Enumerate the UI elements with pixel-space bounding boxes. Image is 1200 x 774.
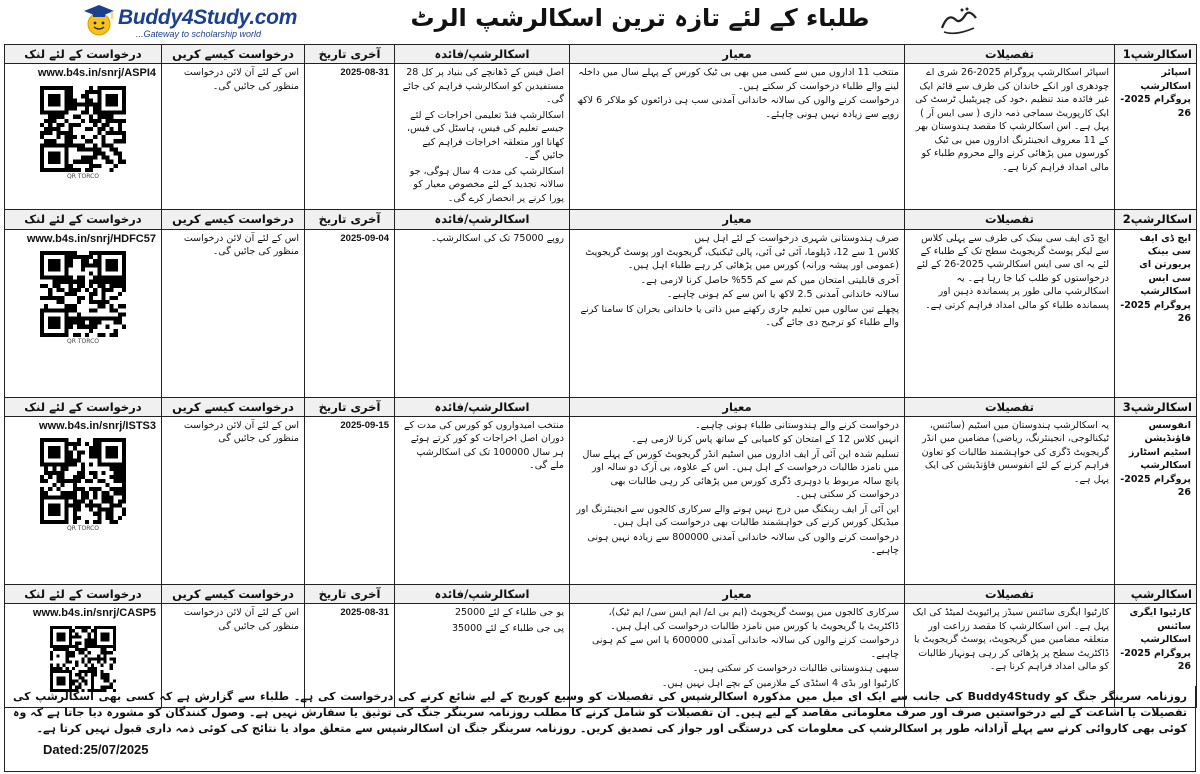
- scholarship-name: کارٹیوا ایگری سائنس اسکالرشپ پروگرام 2025-26: [1115, 604, 1197, 708]
- table-header-row: [5, 210, 1197, 229]
- column-header-deadline: آخری تاریخ: [305, 210, 395, 229]
- column-header-details: تفصیلات: [905, 45, 1115, 64]
- deadline: 2025-08-31: [305, 64, 395, 210]
- criteria-item: انہیں کلاس 12 کے امتحان کو کامیابی کے ساتھ پاس کرنا لازمی ہے۔: [631, 434, 899, 446]
- deadline: 2025-09-04: [305, 229, 395, 397]
- column-header-how-to-apply: درخواست کیسے کریں: [162, 210, 305, 229]
- criteria-item: آخری قابلیتی امتحان میں کم سے کم 55% حاصل کرنا لازمی ہے۔: [640, 274, 899, 286]
- column-header-deadline: آخری تاریخ: [305, 397, 395, 416]
- column-header-link: درخواست کے لئے لنک: [5, 397, 162, 416]
- scholarship-benefit: [395, 229, 570, 397]
- qr-code-icon[interactable]: [40, 86, 126, 172]
- column-header-link: درخواست کے لئے لنک: [5, 584, 162, 603]
- qr-code-icon[interactable]: [50, 626, 116, 692]
- scholarship-criteria: [570, 64, 905, 210]
- table-header-row: [5, 397, 1197, 416]
- column-header-benefit: اسکالرشپ/فائدہ: [395, 45, 570, 64]
- deadline: 2025-08-31: [305, 604, 395, 708]
- how-to-apply: اس کے لئے آن لائن درخواست منظور کی جائیں گی۔: [162, 64, 305, 210]
- column-header-how-to-apply: درخواست کیسے کریں: [162, 584, 305, 603]
- brand-tagline: ...Gateway to scholarship world: [136, 29, 262, 39]
- benefit-item: پی جی طلباء کے لئے 35000: [451, 622, 564, 634]
- qr-caption: QR TORCO: [67, 172, 99, 180]
- column-header-benefit: اسکالرشپ/فائدہ: [395, 584, 570, 603]
- column-header-link: درخواست کے لئے لنک: [5, 45, 162, 64]
- criteria-item: تسلیم شدہ این آئی آر ایف اداروں میں اسٹیم انڈر گریجویٹ کورس کے پہلے سال میں نامزد طالبات درخواست کے اہل ہیں۔ اس کے علاوہ، بی آرک دو سالہ اور پانچ سالہ مربوط یا دوہری ڈگری کورس میں پڑھائی کر رہی طالبات بھی درخواست کر سکتی ہیں۔: [582, 448, 899, 501]
- disclaimer: روزنامہ سرینگر جنگ کو Buddy4Study کی جانب سے ایک ای میل میں مذکورہ اسکالرشپس کی تفصیلات کو وسیع کوریج کے لیے شائع کرنے کی درخواست کی ہے۔ طلباء سے گزارش ہے کہ کسی بھی اسکالرشپ کی تفصیلات یا اشاعت کے لیے درخواستیں صرف اور صرف معلوماتی مقاصد کے لیے ہیں۔ ان تفصیلات کو شامل کرنے کا مطلب روزنامہ سرینگر جنگ کی توثیق یا سفارش نہیں ہے۔ وصول کنندگان کو مشورہ دیا جاتا ہے کہ وہ کوئی بھی کاروائی کرنے سے پہلے آزادانہ طور پر اسکالرشپ کی معلومات کی درستگی اور جواز کی تصدیق کریں۔ روزنامہ سرینگر جنگ ان اسکالرشپس سے متعلق مواد یا نتائج کی کوئی ذمہ داری قبول نہیں کرتا ہے۔: [13, 690, 1187, 735]
- table-row: [5, 64, 1197, 210]
- criteria-item: سبھی ہندوستانی طالبات درخواست کر سکتی ہیں۔: [692, 663, 899, 675]
- column-header-details: تفصیلات: [905, 397, 1115, 416]
- criteria-item: سرکاری کالجوں میں پوسٹ گریجویٹ (ایم بی اے/ ایم ایس سی/ ایم ٹیک)، ڈاکٹریٹ یا گریجویٹ یا کورس میں نامزد طالبات درخواست کی اہل ہیں۔: [608, 607, 899, 632]
- column-header-how-to-apply: درخواست کیسے کریں: [162, 397, 305, 416]
- scholarship-name: اسپائر اسکالرشپ پروگرام 2025-26: [1115, 64, 1197, 210]
- table-header-row: [5, 584, 1197, 603]
- footer: [4, 686, 1196, 772]
- scholarship-name: انفوسس فاؤنڈیشن اسٹیم اسٹارز اسکالرشپ پروگرام 2025-26: [1115, 416, 1197, 584]
- scholarship-label: اسکالرشپ1: [1115, 45, 1197, 64]
- criteria-item: درخواست کرنے والوں کی سالانہ خاندانی آمدنی سب ہی ذرائعوں کو ملاکر 6 لاکھ روپے سے زیادہ نہیں ہونی چاہئے۔: [577, 95, 899, 120]
- scholarship-name: ایچ ڈی ایف سی بینک پریورتن ای سی ایس اسکالرشپ پروگرام 2025-26: [1115, 229, 1197, 397]
- scholarship-label: اسکالرشپ: [1115, 584, 1197, 603]
- qr-code-icon[interactable]: [40, 438, 126, 524]
- scholarship-label: اسکالرشپ3: [1115, 397, 1197, 416]
- graduation-cap-icon: [82, 2, 116, 38]
- criteria-item: صرف ہندوستانی شہری درخواست کے لئے اہل ہیں: [694, 232, 899, 244]
- scholarship-label: اسکالرشپ2: [1115, 210, 1197, 229]
- how-to-apply: اس کے لئے آن لائن درخواست منظور کی جائیں گی: [162, 604, 305, 708]
- criteria-item: درخواست کرنے والے ہندوستانی طلباء ہونی چاہیے۔: [695, 419, 899, 431]
- application-link-cell: [5, 416, 162, 584]
- criteria-item: پچھلے تین سالوں میں تعلیم جاری رکھنے میں ذاتی یا خاندانی بحران کا سامنا کرنے والے طلباء کو ترجیح دی جائے گی۔: [580, 303, 899, 329]
- scholarship-details: اسپائر اسکالرشپ پروگرام 2025-26 شری اے چودھری اور انکے خاندان کی طرف سے قائم ایک غیر فائدہ مند تنظیم ،خود کی چیریٹیبل ٹرسٹ کی ایک کارپوریٹ سماجی ذمہ داری ( سی ایس آر ) پہل ہے۔ اس اسکالرشپ کا مقصد ہندوستان بھر کے 11 معروف انجینئرنگ اداروں میں بی ٹیک کورسوں میں پڑھائی کرنے والے محروم طلباء کو مالی امداد فراہم کرنا ہے۔: [905, 64, 1115, 210]
- column-header-how-to-apply: درخواست کیسے کریں: [162, 45, 305, 64]
- newspaper-logo-icon: [936, 6, 984, 38]
- scholarship-details: کارٹیوا ایگری سائنس سیڈز پرائیویٹ لمیٹڈ کی ایک پہل ہے۔ اس اسکالرشپ کا مقصد زراعت اور متعلقہ مضامین میں گریجویٹ، پوسٹ گریجویٹ یا ڈاکٹریٹ سطح پر پڑھائی کر رہی ہونہار طالبات کو مالی امداد فراہم کرنا ہے۔: [905, 604, 1115, 708]
- table-row: [5, 229, 1197, 397]
- table-header-row: [5, 45, 1197, 64]
- scholarship-details: ایچ ڈی ایف سی بینک کی طرف سے پہلی کلاس سے لیکر پوسٹ گریجویٹ سطح تک کے طلباء کے لئے یہ ای سی ایس اسکالرشپ 2025-26 کے لئے درخواستوں کو طلب کیا جا رہا ہے۔ یہ اسکالرشپ مالی طور پر پسماندہ ذہین اور پسماندہ طلباء کو مالی امداد فراہم کرتی ہے۔: [905, 229, 1115, 397]
- qr-caption: QR TORCO: [67, 338, 99, 346]
- application-link[interactable]: www.b4s.in/snrj/ASPI4: [37, 67, 156, 80]
- benefit-item: اسکالرشپ کی مدت 4 سال ہوگی، جو سالانہ تجدید کے لئے مخصوص معیار کو پورا کرنے پر انحصار کرے گی۔: [409, 165, 564, 204]
- criteria-item: درخواست کرنے والوں کی سالانہ خاندانی آمدنی 600000 یا اس سے کم ہونی چاہیے۔: [591, 635, 899, 660]
- column-header-deadline: آخری تاریخ: [305, 45, 395, 64]
- header: [0, 0, 1200, 44]
- scholarship-benefit: [395, 416, 570, 584]
- criteria-item: سالانہ خاندانی آمدنی 2.5 لاکھ یا اس سے کم ہونی چاہیے۔: [666, 289, 899, 301]
- application-link[interactable]: www.b4s.in/snrj/HDFC57: [26, 232, 156, 245]
- criteria-item: کارٹیوا اور بڈی 4 اسٹڈی کے ملازمین کے بچے اہل نہیں ہیں۔: [661, 677, 899, 689]
- column-header-deadline: آخری تاریخ: [305, 584, 395, 603]
- how-to-apply: اس کے لئے آن لائن درخواست منظور کی جائیں گی: [162, 416, 305, 584]
- criteria-item: منتخب 11 اداروں میں سے کسی میں بھی بی ٹیک کورس کے پہلے سال میں داخلہ لینے والے طلباء درخواست کر سکتے ہیں۔: [578, 67, 899, 92]
- column-header-details: تفصیلات: [905, 584, 1115, 603]
- application-link[interactable]: www.b4s.in/snrj/ISTS3: [39, 419, 156, 432]
- qr-code-icon[interactable]: [40, 251, 126, 337]
- page-title: طلباء کے لئے تازہ ترین اسکالرشپ الرٹ: [410, 4, 870, 32]
- buddy4study-logo: [78, 2, 348, 42]
- benefit-item: یو جی طلباء کے لئے 25000: [454, 607, 564, 619]
- column-header-criteria: معیار: [570, 397, 905, 416]
- criteria-item: درخواست کرنے والوں کی سالانہ خاندانی آمدنی 800000 سے زیادہ نہیں ہونی چاہیے۔: [587, 531, 899, 557]
- benefit-item: روپے 75000 تک کی اسکالرشپ۔: [430, 232, 564, 244]
- benefit-item: اصل فیس کے ڈھانچے کی بنیاد پر کل 28 مستفیدین کو اسکالرشپ فراہم کی جائے گی۔: [402, 67, 564, 106]
- column-header-criteria: معیار: [570, 45, 905, 64]
- application-link-cell: [5, 229, 162, 397]
- benefit-item: اسکالرشپ فنڈ تعلیمی اخراجات کے لئے جیسے تعلیم کی فیس، ہاسٹل کی فیس، کھانا اور متعلقہ اخراجات فراہم کیے جائیں گے۔: [407, 109, 564, 162]
- dated-label: Dated:25/07/2025: [43, 742, 149, 757]
- scholarship-benefit: [395, 64, 570, 210]
- qr-caption: QR TORCO: [67, 525, 99, 533]
- scholarship-table: [4, 44, 1197, 708]
- application-link-cell: [5, 64, 162, 210]
- column-header-benefit: اسکالرشپ/فائدہ: [395, 397, 570, 416]
- criteria-item: این آئی آر ایف رینکنگ میں درج نہیں ہونے والے سرکاری کالجوں سے انجینئرنگ اور میڈیکل کورس کرنے کی خواہشمند طالبات بھی درخواست کی اہل ہیں۔: [576, 503, 899, 529]
- column-header-criteria: معیار: [570, 584, 905, 603]
- criteria-item: کلاس 1 سے 12، ڈپلوما، آئی ٹی آئی، پالی ٹیکنیک، گریجویٹ اور پوسٹ گریجویٹ (عمومی اور پیشہ ورانہ) کورس میں پڑھائی کر رہے طلباء اہل ہیں۔: [585, 246, 899, 272]
- brand-name: Buddy4Study.com: [118, 6, 298, 29]
- column-header-details: تفصیلات: [905, 210, 1115, 229]
- table-row: [5, 416, 1197, 584]
- application-link[interactable]: www.b4s.in/snrj/CASP5: [32, 607, 156, 620]
- benefit-item: منتخب امیدواروں کو کورس کی مدت کے دوران اصل اخراجات کو کور کرتے ہوئے ہر سال 100000 تک کی اسکالرشپ ملے گی۔: [404, 419, 564, 472]
- scholarship-details: یہ اسکالرشپ ہندوستان میں اسٹیم (سائنس، ٹیکنالوجی، انجینئرنگ، ریاضی) مضامین میں انڈر گریجویٹ ڈگری کی خواہشمند طالبات کو تعاون فراہم کرنے کے لئے انفوسس فاؤنڈیشن کی ایک پہل ہے۔: [905, 416, 1115, 584]
- scholarship-criteria: [570, 416, 905, 584]
- column-header-criteria: معیار: [570, 210, 905, 229]
- how-to-apply: اس کے لئے آن لائن درخواست منظور کی جائیں گی۔: [162, 229, 305, 397]
- deadline: 2025-09-15: [305, 416, 395, 584]
- scholarship-criteria: [570, 229, 905, 397]
- column-header-benefit: اسکالرشپ/فائدہ: [395, 210, 570, 229]
- column-header-link: درخواست کے لئے لنک: [5, 210, 162, 229]
